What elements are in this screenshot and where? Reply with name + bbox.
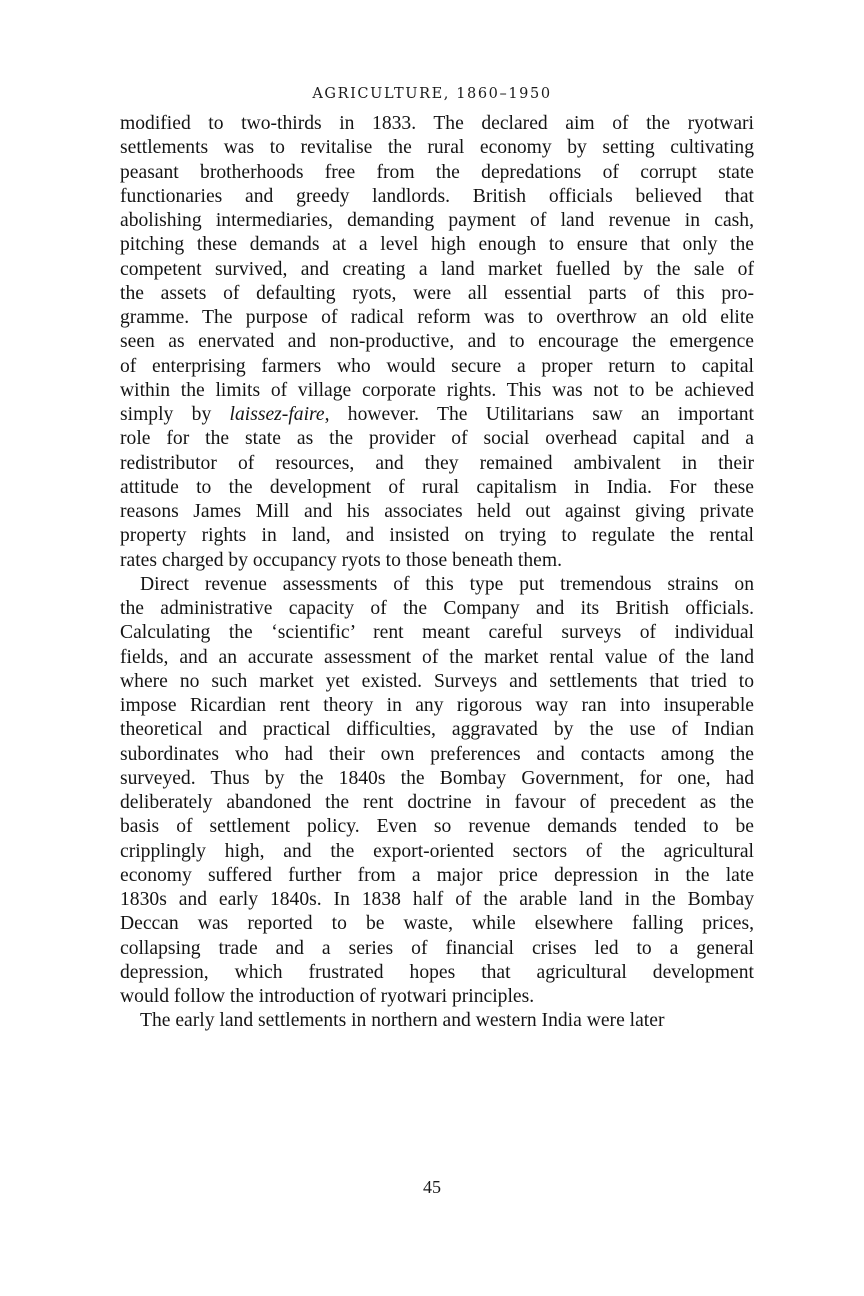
text-line: property rights in land, and insisted on trying to regulate the rental (120, 525, 754, 547)
text-line: pitching these demands at a level high enough to ensure that only the (120, 234, 754, 256)
text-line: fields, and an accurate assessment of the market rental value of the land (120, 646, 754, 668)
paragraph-start-line: Direct revenue assessments of this type put tremendous strains on (140, 573, 754, 595)
italic-phrase: laissez-faire (229, 404, 325, 425)
text-line: subordinates who had their own preferences and contacts among the (120, 743, 754, 765)
text-line: collapsing trade and a series of financial crises led to a general (120, 937, 754, 959)
text-line: functionaries and greedy landlords. British officials believed that (120, 185, 754, 207)
text-line: where no such market yet existed. Surveys and settlements that tried to (120, 670, 754, 692)
text-line: redistributor of resources, and they remained ambivalent in their (120, 452, 754, 474)
text-line: within the limits of village corporate rights. This was not to be achieved (120, 379, 754, 401)
text-line: seen as enervated and non-productive, and to encourage the emergence (120, 331, 754, 353)
page-number: 45 (423, 1177, 441, 1197)
text-line: Deccan was reported to be waste, while elsewhere falling prices, (120, 913, 754, 935)
text-line: settlements was to revitalise the rural economy by setting cultivating (120, 137, 754, 159)
text-line: the assets of defaulting ryots, were all essential parts of this pro- (120, 282, 754, 304)
text-line: of enterprising farmers who would secure a proper return to capital (120, 355, 754, 377)
text-line: deliberately abandoned the rent doctrine in favour of precedent as the (120, 792, 754, 813)
text-line: attitude to the development of rural capitalism in India. For these (120, 476, 754, 498)
text-line: simply by laissez-faire, however. The Utilitarians saw an important (120, 404, 754, 425)
text-line: would follow the introduction of ryotwari principles. (120, 986, 535, 1007)
text-line: Calculating the ‘scientific’ rent meant careful surveys of individual (120, 622, 754, 644)
text-line: role for the state as the provider of social overhead capital and a (120, 428, 754, 450)
text-line: theoretical and practical difficulties, aggravated by the use of Indian (120, 719, 754, 741)
text-line: reasons James Mill and his associates held out against giving private (120, 501, 754, 522)
text-line: modified to two-thirds in 1833. The declared aim of the ryotwari (120, 113, 754, 134)
text-line: surveyed. Thus by the 1840s the Bombay Government, for one, had (120, 767, 754, 789)
running-head: AGRICULTURE, 1860–1950 (312, 86, 552, 102)
body-text (120, 112, 754, 1034)
text-line: peasant brotherhoods free from the depredations of corrupt state (120, 161, 754, 183)
text-line: competent survived, and creating a land market fuelled by the sale of (120, 258, 754, 280)
text-line: basis of settlement policy. Even so revenue demands tended to be (120, 816, 754, 838)
paragraph-start-line: The early land settlements in northern and western India were later (140, 1010, 665, 1032)
text-line: depression, which frustrated hopes that agricultural development (120, 961, 754, 983)
text-line: rates charged by occupancy ryots to those beneath them. (120, 549, 562, 571)
text-line: economy suffered further from a major price depression in the late (120, 864, 754, 886)
text-line: abolishing intermediaries, demanding payment of land revenue in cash, (120, 210, 754, 231)
text-line: gramme. The purpose of radical reform was to overthrow an old elite (120, 307, 754, 328)
text-line: impose Ricardian rent theory in any rigorous way ran into insuperable (120, 695, 754, 716)
text-line: 1830s and early 1840s. In 1838 half of the arable land in the Bombay (120, 889, 754, 910)
text-line: cripplingly high, and the export-oriented sectors of the agricultural (120, 840, 754, 862)
text-line: the administrative capacity of the Company and its British officials. (120, 598, 754, 619)
